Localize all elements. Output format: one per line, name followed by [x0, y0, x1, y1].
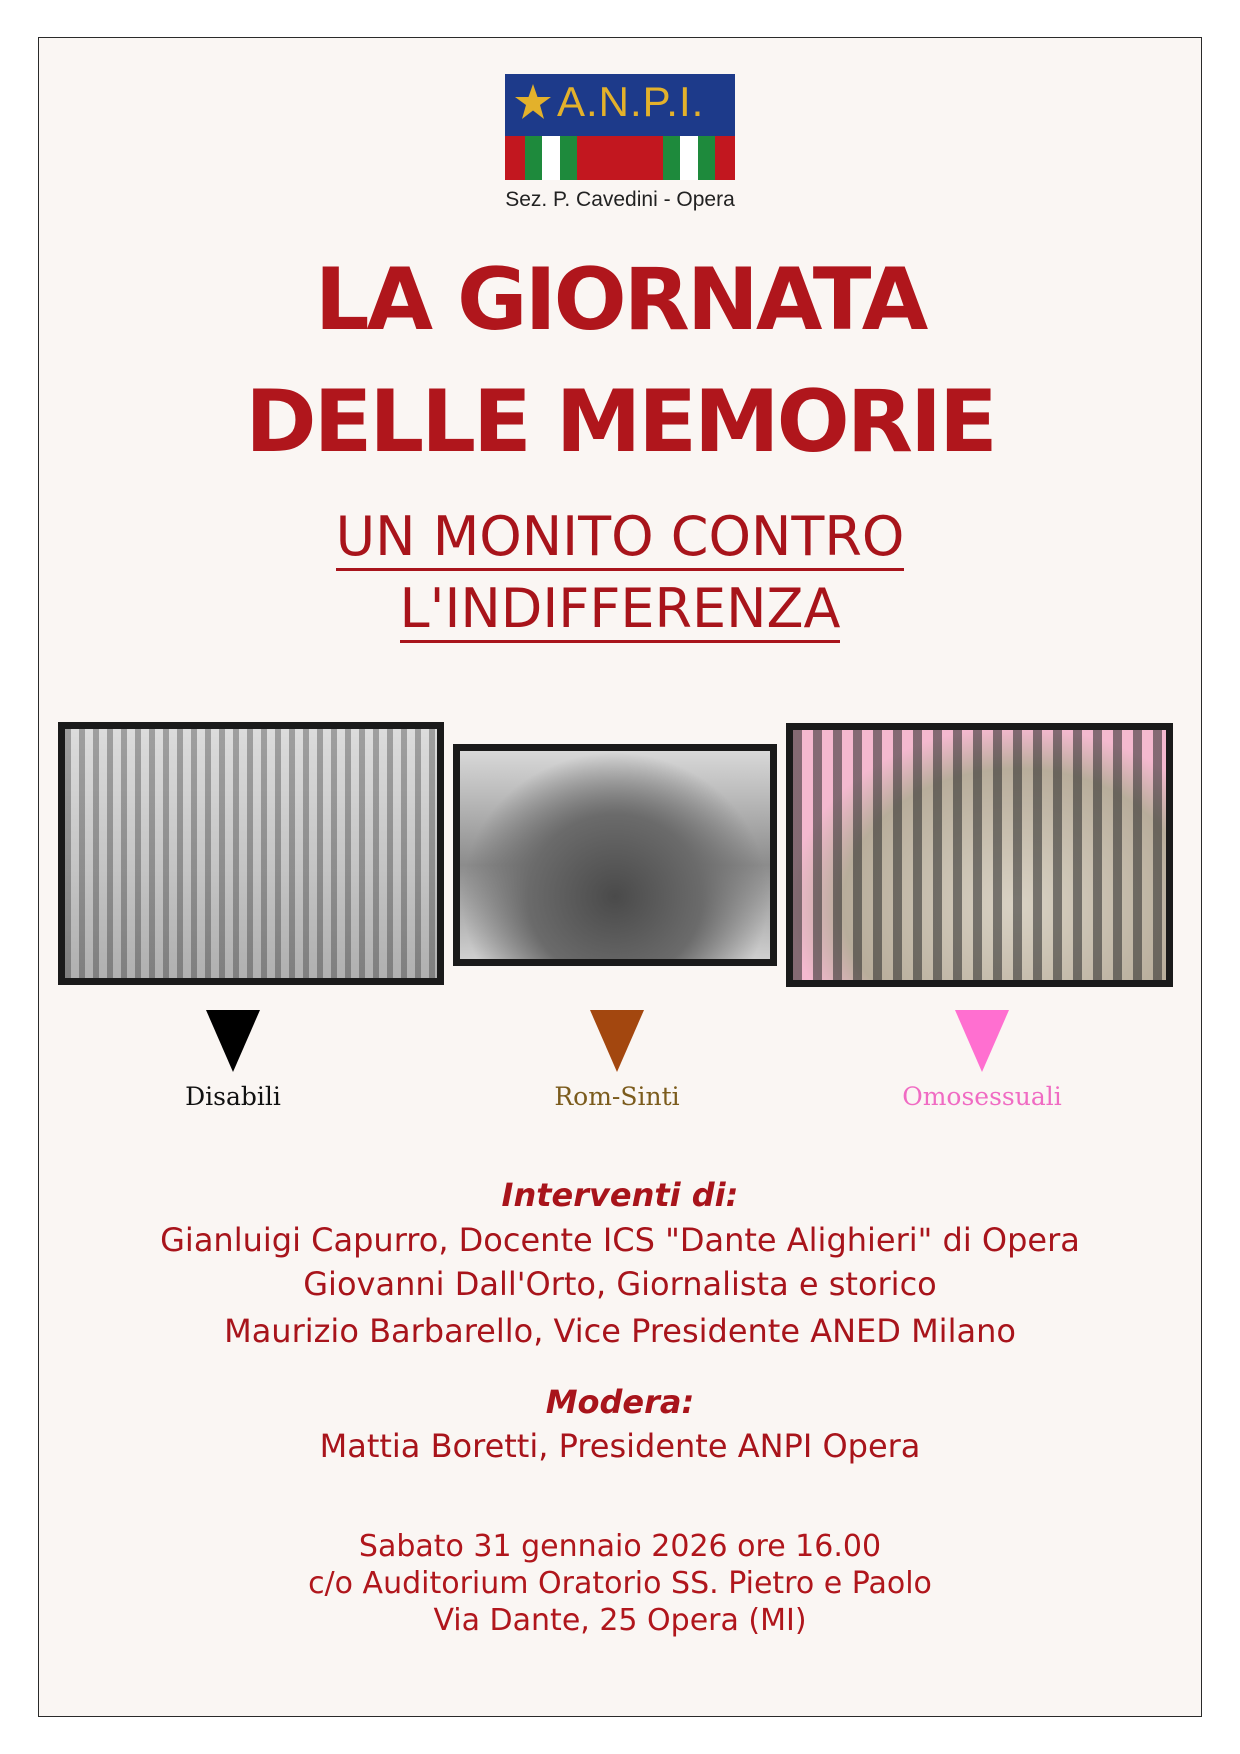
photo-roma-sinti-prisoners [453, 744, 777, 966]
subtitle-text-1: UN MONITO CONTRO [336, 505, 905, 571]
speakers-heading: Interventi di: [501, 1176, 739, 1214]
star-icon [513, 82, 553, 122]
tricolor-flag-icon [525, 136, 577, 180]
event-address: Via Dante, 25 Opera (MI) [433, 1603, 807, 1638]
photo-disabled-prisoners [58, 722, 444, 985]
speaker-item: Maurizio Barbarello, Vice Presidente ANED Milano [224, 1312, 1016, 1350]
speaker-item: Giovanni Dall'Orto, Giornalista e storico [303, 1265, 937, 1303]
group-label-rom-sinti: Rom-Sinti [554, 1082, 680, 1111]
anpi-logo [505, 74, 735, 180]
title-line-2: DELLE MEMORIE [245, 372, 995, 472]
photo-homosexual-prisoners-image [793, 730, 1166, 980]
speaker-item: Gianluigi Capurro, Docente ICS "Dante Alighieri" di Opera [160, 1221, 1080, 1259]
event-date-time: Sabato 31 gennaio 2026 ore 16.00 [358, 1529, 882, 1564]
section-name: Sez. P. Cavedini - Opera [505, 188, 735, 211]
moderator-heading: Modera: [545, 1383, 695, 1421]
event-venue: c/o Auditorium Oratorio SS. Pietro e Paolo [308, 1566, 932, 1601]
subtitle-text-2: L'INDIFFERENZA [400, 577, 841, 643]
group-label-omosessuali: Omosessuali [902, 1082, 1062, 1111]
subtitle-line-2 [0, 577, 1240, 641]
pink-triangle-icon [955, 1010, 1009, 1072]
black-triangle-icon [206, 1010, 260, 1072]
logo-text: A.N.P.I. [557, 78, 705, 125]
tricolor-flag-icon [663, 136, 715, 180]
photo-roma-sinti-image [460, 751, 770, 959]
title-line-1: LA GIORNATA [314, 250, 926, 350]
logo-flag-band [505, 136, 735, 180]
moderator-name: Mattia Boretti, Presidente ANPI Opera [319, 1427, 921, 1465]
brown-triangle-icon [590, 1010, 644, 1072]
subtitle-line-1 [0, 505, 1240, 569]
photo-disabled-prisoners-image [65, 729, 437, 978]
group-label-disabili: Disabili [185, 1082, 281, 1111]
logo-banner [505, 74, 735, 130]
photo-homosexual-prisoners [786, 723, 1173, 987]
